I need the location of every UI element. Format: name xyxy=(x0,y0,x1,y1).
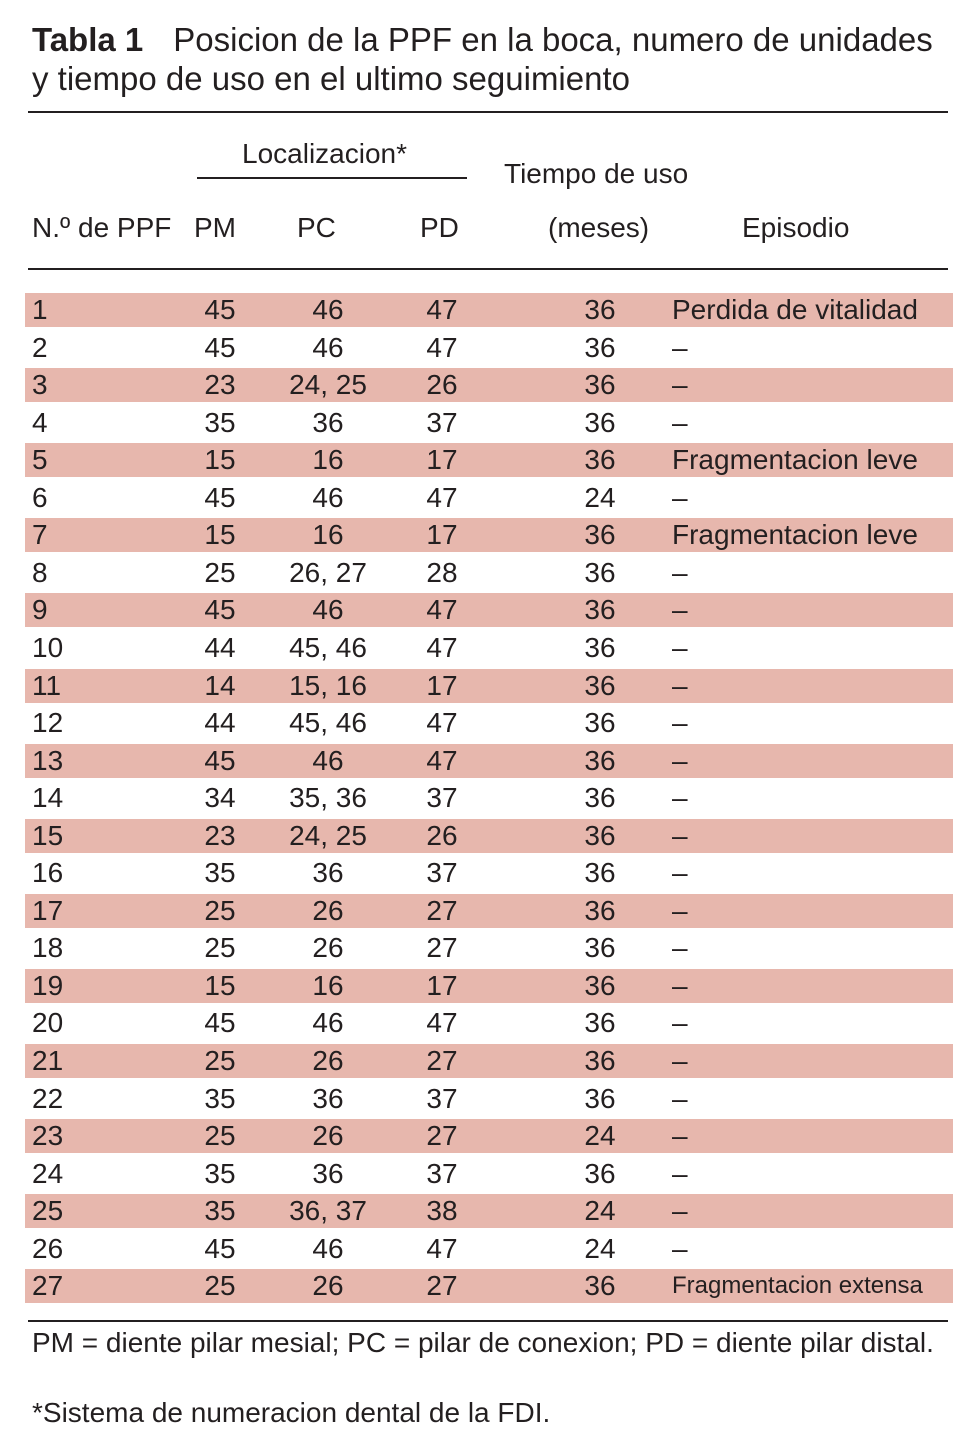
table-row xyxy=(0,481,975,515)
cell-pc: 46 xyxy=(312,294,344,325)
cell-pm: 35 xyxy=(204,1195,236,1226)
cell-episode: – xyxy=(672,1083,688,1114)
table-row xyxy=(0,293,975,327)
cell-pd: 47 xyxy=(426,707,458,738)
cell-num: 21 xyxy=(32,1045,64,1076)
table-row xyxy=(0,969,975,1003)
cell-pd: 47 xyxy=(426,632,458,663)
localizacion-underline xyxy=(197,177,467,179)
cell-episode: – xyxy=(672,482,688,513)
cell-time: 36 xyxy=(584,594,616,625)
cell-num: 16 xyxy=(32,857,64,888)
table-row xyxy=(0,368,975,402)
cell-pc: 36 xyxy=(312,1083,344,1114)
cell-num: 2 xyxy=(32,332,48,363)
header-pm: PM xyxy=(194,212,236,243)
table-row xyxy=(0,406,975,440)
table-row xyxy=(0,669,975,703)
cell-pc: 36 xyxy=(312,407,344,438)
cell-pd: 26 xyxy=(426,369,458,400)
cell-episode: – xyxy=(672,670,688,701)
cell-pc: 45, 46 xyxy=(289,707,367,738)
cell-pd: 27 xyxy=(426,1045,458,1076)
table-row xyxy=(0,1194,975,1228)
cell-num: 4 xyxy=(32,407,48,438)
cell-pm: 45 xyxy=(204,294,236,325)
cell-pd: 27 xyxy=(426,932,458,963)
cell-pc: 36 xyxy=(312,857,344,888)
cell-time: 24 xyxy=(584,1233,616,1264)
cell-time: 36 xyxy=(584,857,616,888)
cell-episode: – xyxy=(672,970,688,1001)
cell-pd: 37 xyxy=(426,1083,458,1114)
cell-pc: 26 xyxy=(312,895,344,926)
cell-time: 36 xyxy=(584,707,616,738)
cell-episode: Fragmentacion extensa xyxy=(672,1272,923,1299)
cell-time: 24 xyxy=(584,1120,616,1151)
cell-pm: 35 xyxy=(204,407,236,438)
cell-episode: – xyxy=(672,820,688,851)
bottom-rule xyxy=(28,1320,948,1322)
table-row xyxy=(0,781,975,815)
header-tiempo-line2: (meses) xyxy=(548,212,650,243)
cell-pc: 26 xyxy=(312,1270,344,1301)
cell-time: 36 xyxy=(584,557,616,588)
header-pc: PC xyxy=(297,212,336,243)
cell-pm: 25 xyxy=(204,1045,236,1076)
table-row xyxy=(0,556,975,590)
table-row xyxy=(0,856,975,890)
cell-pd: 47 xyxy=(426,294,458,325)
table-row xyxy=(0,518,975,552)
cell-pd: 17 xyxy=(426,970,458,1001)
table-row xyxy=(0,593,975,627)
cell-time: 36 xyxy=(584,407,616,438)
cell-pm: 35 xyxy=(204,1083,236,1114)
cell-num: 17 xyxy=(32,895,64,926)
table-row xyxy=(0,1119,975,1153)
cell-pm: 25 xyxy=(204,932,236,963)
cell-pc: 26, 27 xyxy=(289,557,367,588)
cell-time: 36 xyxy=(584,632,616,663)
cell-pm: 45 xyxy=(204,594,236,625)
cell-pm: 35 xyxy=(204,1158,236,1189)
cell-pc: 26 xyxy=(312,932,344,963)
cell-pm: 44 xyxy=(204,707,236,738)
cell-num: 15 xyxy=(32,820,64,851)
cell-num: 20 xyxy=(32,1007,64,1038)
cell-pd: 17 xyxy=(426,444,458,475)
cell-episode: – xyxy=(672,557,688,588)
cell-pc: 26 xyxy=(312,1120,344,1151)
cell-time: 36 xyxy=(584,1083,616,1114)
cell-pd: 27 xyxy=(426,1270,458,1301)
top-rule xyxy=(28,111,948,113)
table-label: Tabla 1 xyxy=(32,21,144,58)
cell-pd: 26 xyxy=(426,820,458,851)
cell-pd: 47 xyxy=(426,332,458,363)
cell-time: 36 xyxy=(584,970,616,1001)
cell-episode: Fragmentacion leve xyxy=(672,444,918,475)
cell-episode: – xyxy=(672,407,688,438)
cell-time: 36 xyxy=(584,444,616,475)
table-row xyxy=(0,706,975,740)
cell-time: 36 xyxy=(584,670,616,701)
cell-pm: 25 xyxy=(204,895,236,926)
cell-episode: – xyxy=(672,369,688,400)
table-row xyxy=(0,894,975,928)
cell-num: 18 xyxy=(32,932,64,963)
cell-pc: 46 xyxy=(312,1233,344,1264)
cell-num: 3 xyxy=(32,369,48,400)
cell-episode: – xyxy=(672,895,688,926)
cell-episode: – xyxy=(672,632,688,663)
table-row xyxy=(0,744,975,778)
cell-pm: 15 xyxy=(204,519,236,550)
cell-num: 14 xyxy=(32,782,64,813)
cell-pm: 25 xyxy=(204,557,236,588)
cell-time: 36 xyxy=(584,519,616,550)
cell-time: 36 xyxy=(584,1007,616,1038)
cell-pm: 45 xyxy=(204,482,236,513)
cell-pd: 37 xyxy=(426,857,458,888)
cell-episode: Fragmentacion leve xyxy=(672,519,918,550)
header-episodio: Episodio xyxy=(742,212,850,243)
cell-pd: 37 xyxy=(426,1158,458,1189)
header-num-ppf: N.º de PPF xyxy=(32,212,172,243)
cell-num: 19 xyxy=(32,970,64,1001)
header-localizacion: Localizacion* xyxy=(242,138,407,169)
cell-pm: 45 xyxy=(204,1007,236,1038)
cell-pc: 24, 25 xyxy=(289,369,367,400)
cell-pm: 23 xyxy=(204,820,236,851)
cell-num: 13 xyxy=(32,745,64,776)
cell-num: 12 xyxy=(32,707,64,738)
cell-pd: 27 xyxy=(426,1120,458,1151)
cell-pd: 37 xyxy=(426,782,458,813)
cell-pm: 14 xyxy=(204,670,236,701)
table-row xyxy=(0,443,975,477)
cell-episode: – xyxy=(672,332,688,363)
cell-time: 36 xyxy=(584,1045,616,1076)
cell-time: 36 xyxy=(584,332,616,363)
cell-num: 23 xyxy=(32,1120,64,1151)
cell-time: 24 xyxy=(584,1195,616,1226)
cell-pc: 15, 16 xyxy=(289,670,367,701)
cell-num: 26 xyxy=(32,1233,64,1264)
table-title xyxy=(32,20,952,98)
cell-pc: 46 xyxy=(312,745,344,776)
cell-episode: – xyxy=(672,1045,688,1076)
cell-time: 24 xyxy=(584,482,616,513)
table-row xyxy=(0,1006,975,1040)
cell-pc: 45, 46 xyxy=(289,632,367,663)
cell-num: 10 xyxy=(32,632,64,663)
cell-episode: – xyxy=(672,1233,688,1264)
cell-pm: 45 xyxy=(204,1233,236,1264)
cell-pm: 45 xyxy=(204,332,236,363)
cell-pd: 28 xyxy=(426,557,458,588)
cell-pm: 34 xyxy=(204,782,236,813)
cell-pc: 46 xyxy=(312,594,344,625)
cell-time: 36 xyxy=(584,1270,616,1301)
table-caption: Posicion de la PPF en la boca, numero de unidades y tiempo de uso en el ultimo seguimiento xyxy=(32,21,933,97)
cell-num: 11 xyxy=(32,670,62,701)
cell-time: 36 xyxy=(584,932,616,963)
cell-episode: Perdida de vitalidad xyxy=(672,294,918,325)
cell-pc: 36, 37 xyxy=(289,1195,367,1226)
cell-time: 36 xyxy=(584,294,616,325)
header-rule xyxy=(28,268,948,270)
cell-num: 1 xyxy=(32,294,48,325)
table-row xyxy=(0,331,975,365)
cell-num: 27 xyxy=(32,1270,64,1301)
cell-pm: 23 xyxy=(204,369,236,400)
footnote-asterisk: *Sistema de numeracion dental de la FDI. xyxy=(32,1397,551,1428)
cell-episode: – xyxy=(672,857,688,888)
cell-episode: – xyxy=(672,745,688,776)
cell-pm: 25 xyxy=(204,1270,236,1301)
cell-pc: 26 xyxy=(312,1045,344,1076)
table-row xyxy=(0,1082,975,1116)
cell-pm: 35 xyxy=(204,857,236,888)
cell-num: 22 xyxy=(32,1083,64,1114)
cell-time: 36 xyxy=(584,782,616,813)
cell-pd: 47 xyxy=(426,594,458,625)
cell-pd: 37 xyxy=(426,407,458,438)
cell-num: 24 xyxy=(32,1158,64,1189)
cell-pc: 16 xyxy=(312,444,344,475)
cell-pd: 17 xyxy=(426,670,458,701)
table-row xyxy=(0,931,975,965)
cell-pd: 47 xyxy=(426,745,458,776)
cell-time: 36 xyxy=(584,895,616,926)
cell-pc: 35, 36 xyxy=(289,782,367,813)
cell-pc: 16 xyxy=(312,970,344,1001)
cell-pm: 25 xyxy=(204,1120,236,1151)
cell-pm: 44 xyxy=(204,632,236,663)
header-tiempo-line1: Tiempo de uso xyxy=(504,158,689,189)
cell-time: 36 xyxy=(584,369,616,400)
table-row xyxy=(0,631,975,665)
cell-episode: – xyxy=(672,782,688,813)
cell-pc: 16 xyxy=(312,519,344,550)
cell-episode: – xyxy=(672,594,688,625)
cell-num: 9 xyxy=(32,594,48,625)
cell-num: 7 xyxy=(32,519,48,550)
cell-pd: 27 xyxy=(426,895,458,926)
cell-pc: 46 xyxy=(312,1007,344,1038)
cell-num: 25 xyxy=(32,1195,64,1226)
cell-num: 6 xyxy=(32,482,48,513)
cell-time: 36 xyxy=(584,820,616,851)
cell-pc: 46 xyxy=(312,482,344,513)
cell-episode: – xyxy=(672,1195,688,1226)
table-row xyxy=(0,819,975,853)
cell-pd: 47 xyxy=(426,1233,458,1264)
table-row xyxy=(0,1269,975,1303)
cell-pc: 36 xyxy=(312,1158,344,1189)
cell-episode: – xyxy=(672,707,688,738)
table-row xyxy=(0,1232,975,1266)
cell-pd: 47 xyxy=(426,1007,458,1038)
cell-pc: 46 xyxy=(312,332,344,363)
header-pd: PD xyxy=(420,212,459,243)
cell-episode: – xyxy=(672,932,688,963)
cell-episode: – xyxy=(672,1120,688,1151)
cell-pm: 45 xyxy=(204,745,236,776)
cell-num: 5 xyxy=(32,444,48,475)
cell-pd: 47 xyxy=(426,482,458,513)
cell-time: 36 xyxy=(584,745,616,776)
cell-pc: 24, 25 xyxy=(289,820,367,851)
cell-num: 8 xyxy=(32,557,48,588)
table-row xyxy=(0,1157,975,1191)
cell-episode: – xyxy=(672,1158,688,1189)
cell-episode: – xyxy=(672,1007,688,1038)
cell-pm: 15 xyxy=(204,444,236,475)
cell-pm: 15 xyxy=(204,970,236,1001)
cell-time: 36 xyxy=(584,1158,616,1189)
footnote-abbreviations: PM = diente pilar mesial; PC = pilar de conexion; PD = diente pilar distal. xyxy=(32,1327,934,1358)
cell-pd: 17 xyxy=(426,519,458,550)
cell-pd: 38 xyxy=(426,1195,458,1226)
table-row xyxy=(0,1044,975,1078)
